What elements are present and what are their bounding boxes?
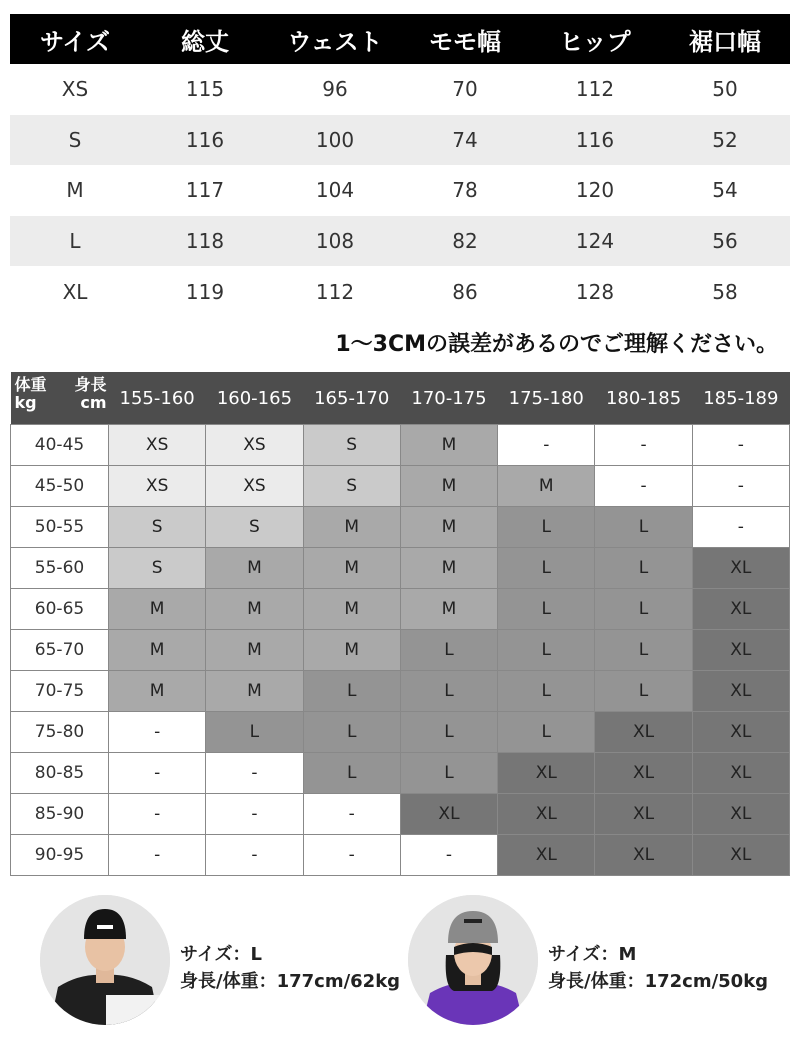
size-table-cell: 124 (530, 216, 660, 267)
recommended-size-cell: M (109, 671, 206, 712)
size-table-cell: 70 (400, 64, 530, 115)
corner-header-cell (11, 372, 109, 425)
size-table-cell: 100 (270, 115, 400, 166)
recommended-size-cell: L (595, 671, 692, 712)
recommended-size-cell: L (498, 507, 595, 548)
recommended-size-cell: L (498, 712, 595, 753)
height-axis-label: 身長 cm (74, 375, 107, 412)
size-table-cell: 119 (140, 266, 270, 317)
recommended-size-cell: - (692, 507, 789, 548)
size-table-cell: 96 (270, 64, 400, 115)
size-table-row (10, 115, 790, 166)
weight-range-cell: 45-50 (11, 466, 109, 507)
size-table-row (10, 165, 790, 216)
size-table-row (10, 216, 790, 267)
model-1-photo (40, 895, 170, 1025)
model-1 (40, 895, 410, 1025)
height-weight-header-row (11, 372, 790, 425)
recommended-size-cell: - (498, 425, 595, 466)
size-table-header-4: ヒップ (530, 14, 660, 64)
recommended-size-cell: XL (498, 835, 595, 876)
recommended-size-cell: M (400, 589, 497, 630)
recommended-size-cell: XL (595, 712, 692, 753)
size-table-cell: 108 (270, 216, 400, 267)
recommended-size-cell: XL (400, 794, 497, 835)
size-table-cell: XS (10, 64, 140, 115)
size-table-cell: M (10, 165, 140, 216)
recommended-size-cell: - (595, 425, 692, 466)
model-1-info (180, 941, 400, 995)
size-table-cell: 116 (140, 115, 270, 166)
weight-range-cell: 90-95 (11, 835, 109, 876)
size-table-body (10, 64, 790, 317)
size-table-cell: 116 (530, 115, 660, 166)
recommended-size-cell: M (206, 671, 303, 712)
weight-axis-label: 体重 kg (14, 375, 47, 412)
size-table-cell: 120 (530, 165, 660, 216)
recommended-size-cell: L (400, 671, 497, 712)
recommended-size-cell: XS (206, 425, 303, 466)
recommended-size-cell: - (206, 835, 303, 876)
recommended-size-cell: - (692, 466, 789, 507)
recommended-size-cell: L (303, 671, 400, 712)
weight-row (11, 712, 790, 753)
recommended-size-cell: M (498, 466, 595, 507)
model-2-size: サイズ：M (548, 944, 637, 965)
size-table-cell: S (10, 115, 140, 166)
height-range-header: 185-189 (692, 372, 789, 425)
recommended-size-cell: XS (109, 466, 206, 507)
size-measurement-table (10, 14, 790, 317)
size-table-header-1: 総丈 (140, 14, 270, 64)
recommended-size-cell: XL (498, 753, 595, 794)
size-table-cell: XL (10, 266, 140, 317)
size-table-header-5: 裾口幅 (660, 14, 790, 64)
height-weight-table-body (11, 425, 790, 876)
size-table-cell: 50 (660, 64, 790, 115)
size-table-cell: 74 (400, 115, 530, 166)
size-table-header-2: ウェスト (270, 14, 400, 64)
recommended-size-cell: XL (595, 835, 692, 876)
weight-range-cell: 80-85 (11, 753, 109, 794)
recommended-size-cell: M (400, 548, 497, 589)
size-table-cell: 115 (140, 64, 270, 115)
size-table-row (10, 266, 790, 317)
recommended-size-cell: - (595, 466, 692, 507)
recommended-size-cell: S (303, 425, 400, 466)
model-1-height-weight: 身長/体重：177cm/62kg (180, 971, 401, 992)
size-table-cell: 78 (400, 165, 530, 216)
recommended-size-cell: M (303, 630, 400, 671)
size-table-cell: 104 (270, 165, 400, 216)
height-range-header: 175-180 (498, 372, 595, 425)
recommended-size-cell: M (206, 548, 303, 589)
weight-row (11, 630, 790, 671)
recommended-size-cell: L (498, 548, 595, 589)
measurement-tolerance-note: 1～3CMの誤差があるのでご理解ください。 (335, 332, 778, 357)
model-2-portrait-icon (408, 895, 538, 1025)
recommended-size-cell: XL (692, 835, 789, 876)
recommended-size-cell: - (303, 835, 400, 876)
recommended-size-cell: M (400, 507, 497, 548)
recommended-size-cell: S (303, 466, 400, 507)
weight-range-cell: 60-65 (11, 589, 109, 630)
size-table-header-row (10, 14, 790, 64)
recommended-size-cell: XL (692, 712, 789, 753)
recommended-size-cell: XL (692, 671, 789, 712)
recommended-size-cell: L (595, 548, 692, 589)
weight-range-cell: 40-45 (11, 425, 109, 466)
recommended-size-cell: - (400, 835, 497, 876)
weight-range-cell: 75-80 (11, 712, 109, 753)
recommended-size-cell: - (109, 794, 206, 835)
model-1-portrait-icon (40, 895, 170, 1025)
recommended-size-cell: - (303, 794, 400, 835)
size-table-row (10, 64, 790, 115)
size-table-header-0: サイズ (10, 14, 140, 64)
weight-row (11, 507, 790, 548)
weight-row (11, 753, 790, 794)
recommended-size-cell: - (206, 794, 303, 835)
height-range-header: 170-175 (400, 372, 497, 425)
size-table-cell: 58 (660, 266, 790, 317)
recommended-size-cell: XL (595, 794, 692, 835)
size-table-cell: 112 (270, 266, 400, 317)
model-2 (408, 895, 778, 1025)
recommended-size-cell: L (303, 712, 400, 753)
weight-row (11, 548, 790, 589)
recommended-size-cell: L (595, 507, 692, 548)
size-table-cell: 118 (140, 216, 270, 267)
size-table-cell: 117 (140, 165, 270, 216)
recommended-size-cell: M (206, 589, 303, 630)
recommended-size-cell: XL (692, 589, 789, 630)
weight-row (11, 589, 790, 630)
recommended-size-cell: L (595, 630, 692, 671)
recommended-size-cell: M (400, 466, 497, 507)
size-table-header-3: モモ幅 (400, 14, 530, 64)
weight-range-cell: 55-60 (11, 548, 109, 589)
size-table-cell: L (10, 216, 140, 267)
height-weight-size-table (10, 372, 790, 876)
model-2-info (548, 941, 768, 995)
recommended-size-cell: - (109, 712, 206, 753)
model-2-height-weight: 身長/体重：172cm/50kg (548, 971, 769, 992)
recommended-size-cell: - (692, 425, 789, 466)
recommended-size-cell: XL (692, 548, 789, 589)
recommended-size-cell: L (400, 630, 497, 671)
size-table-cell: 56 (660, 216, 790, 267)
recommended-size-cell: M (109, 589, 206, 630)
weight-row (11, 835, 790, 876)
size-table-cell: 52 (660, 115, 790, 166)
recommended-size-cell: L (400, 753, 497, 794)
recommended-size-cell: XL (692, 630, 789, 671)
recommended-size-cell: XS (109, 425, 206, 466)
weight-row (11, 671, 790, 712)
recommended-size-cell: XL (595, 753, 692, 794)
weight-row (11, 794, 790, 835)
weight-row (11, 466, 790, 507)
height-range-header: 180-185 (595, 372, 692, 425)
height-range-header: 160-165 (206, 372, 303, 425)
recommended-size-cell: L (400, 712, 497, 753)
size-table-cell: 86 (400, 266, 530, 317)
model-1-size: サイズ：L (180, 944, 263, 965)
recommended-size-cell: L (303, 753, 400, 794)
weight-range-cell: 70-75 (11, 671, 109, 712)
recommended-size-cell: M (303, 507, 400, 548)
recommended-size-cell: L (595, 589, 692, 630)
height-range-header: 155-160 (109, 372, 206, 425)
weight-row (11, 425, 790, 466)
weight-range-cell: 65-70 (11, 630, 109, 671)
weight-range-cell: 50-55 (11, 507, 109, 548)
height-range-header: 165-170 (303, 372, 400, 425)
size-table-cell: 112 (530, 64, 660, 115)
recommended-size-cell: XL (692, 753, 789, 794)
recommended-size-cell: M (109, 630, 206, 671)
recommended-size-cell: M (303, 589, 400, 630)
model-2-photo (408, 895, 538, 1025)
recommended-size-cell: - (206, 753, 303, 794)
size-table-cell: 82 (400, 216, 530, 267)
recommended-size-cell: S (109, 507, 206, 548)
recommended-size-cell: XL (498, 794, 595, 835)
recommended-size-cell: S (109, 548, 206, 589)
recommended-size-cell: M (303, 548, 400, 589)
recommended-size-cell: S (206, 507, 303, 548)
size-table-cell: 54 (660, 165, 790, 216)
recommended-size-cell: L (498, 589, 595, 630)
recommended-size-cell: M (400, 425, 497, 466)
recommended-size-cell: XS (206, 466, 303, 507)
recommended-size-cell: L (206, 712, 303, 753)
size-table-cell: 128 (530, 266, 660, 317)
recommended-size-cell: - (109, 835, 206, 876)
recommended-size-cell: M (206, 630, 303, 671)
recommended-size-cell: L (498, 630, 595, 671)
recommended-size-cell: XL (692, 794, 789, 835)
recommended-size-cell: - (109, 753, 206, 794)
recommended-size-cell: L (498, 671, 595, 712)
weight-range-cell: 85-90 (11, 794, 109, 835)
